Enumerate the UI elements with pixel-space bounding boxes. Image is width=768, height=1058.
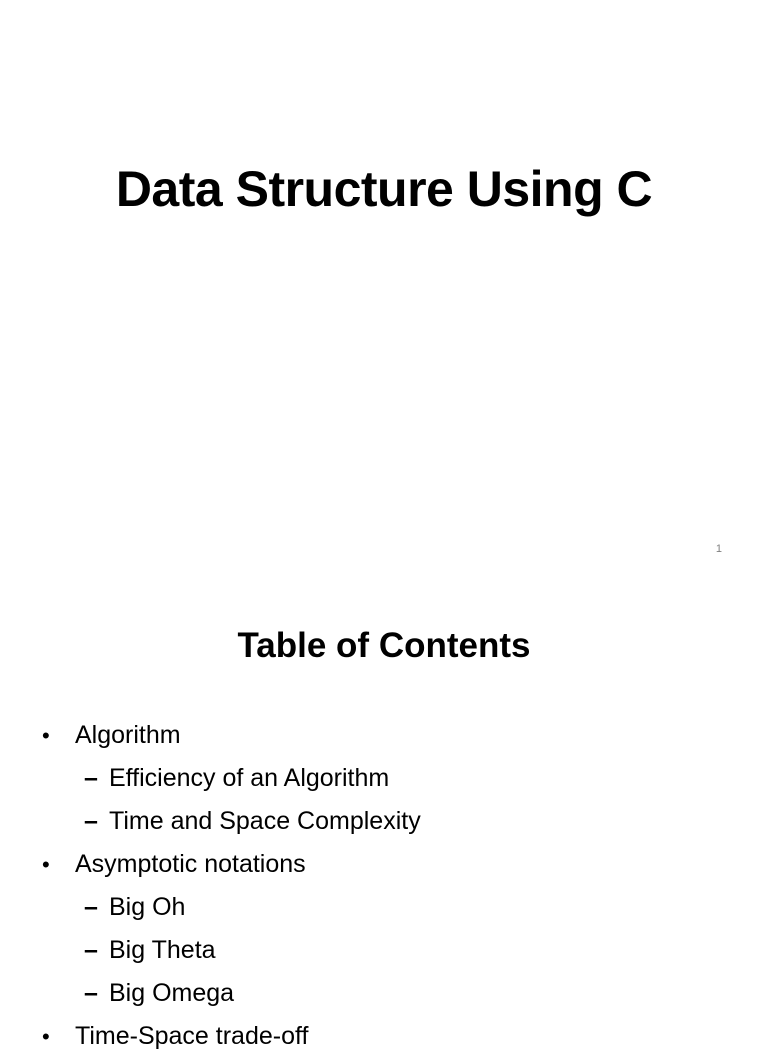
toc-item-label: Efficiency of an Algorithm bbox=[109, 764, 390, 792]
toc-subitem bbox=[40, 800, 421, 843]
toc-subitem bbox=[40, 929, 421, 972]
toc-item bbox=[40, 1015, 421, 1058]
toc-item-label: Algorithm bbox=[75, 721, 181, 749]
toc-item-label: Time and Space Complexity bbox=[109, 807, 421, 835]
toc-item-label: Big Omega bbox=[109, 979, 235, 1007]
bullet-icon: • bbox=[42, 723, 50, 748]
dash-icon: – bbox=[84, 979, 98, 1007]
bullet-icon: • bbox=[42, 1024, 50, 1049]
toc-subitem bbox=[40, 886, 421, 929]
toc-subitem bbox=[40, 757, 421, 800]
dash-icon: – bbox=[84, 936, 98, 964]
toc-list bbox=[40, 714, 421, 1058]
toc-item-label: Big Theta bbox=[109, 936, 216, 964]
toc-item-label: Big Oh bbox=[109, 893, 186, 921]
toc-subitem bbox=[40, 972, 421, 1015]
toc-title: Table of Contents bbox=[237, 626, 531, 665]
bullet-icon: • bbox=[42, 852, 50, 877]
toc-item bbox=[40, 843, 421, 886]
dash-icon: – bbox=[84, 764, 98, 792]
dash-icon: – bbox=[84, 893, 98, 921]
toc-item-label: Time-Space trade-off bbox=[75, 1022, 309, 1050]
slide-2 bbox=[0, 576, 768, 1050]
page-number: 1 bbox=[715, 543, 722, 555]
dash-icon: – bbox=[84, 807, 98, 835]
toc-item bbox=[40, 714, 421, 757]
toc-item-label: Asymptotic notations bbox=[75, 850, 306, 878]
slide-title: Data Structure Using C bbox=[115, 161, 653, 217]
